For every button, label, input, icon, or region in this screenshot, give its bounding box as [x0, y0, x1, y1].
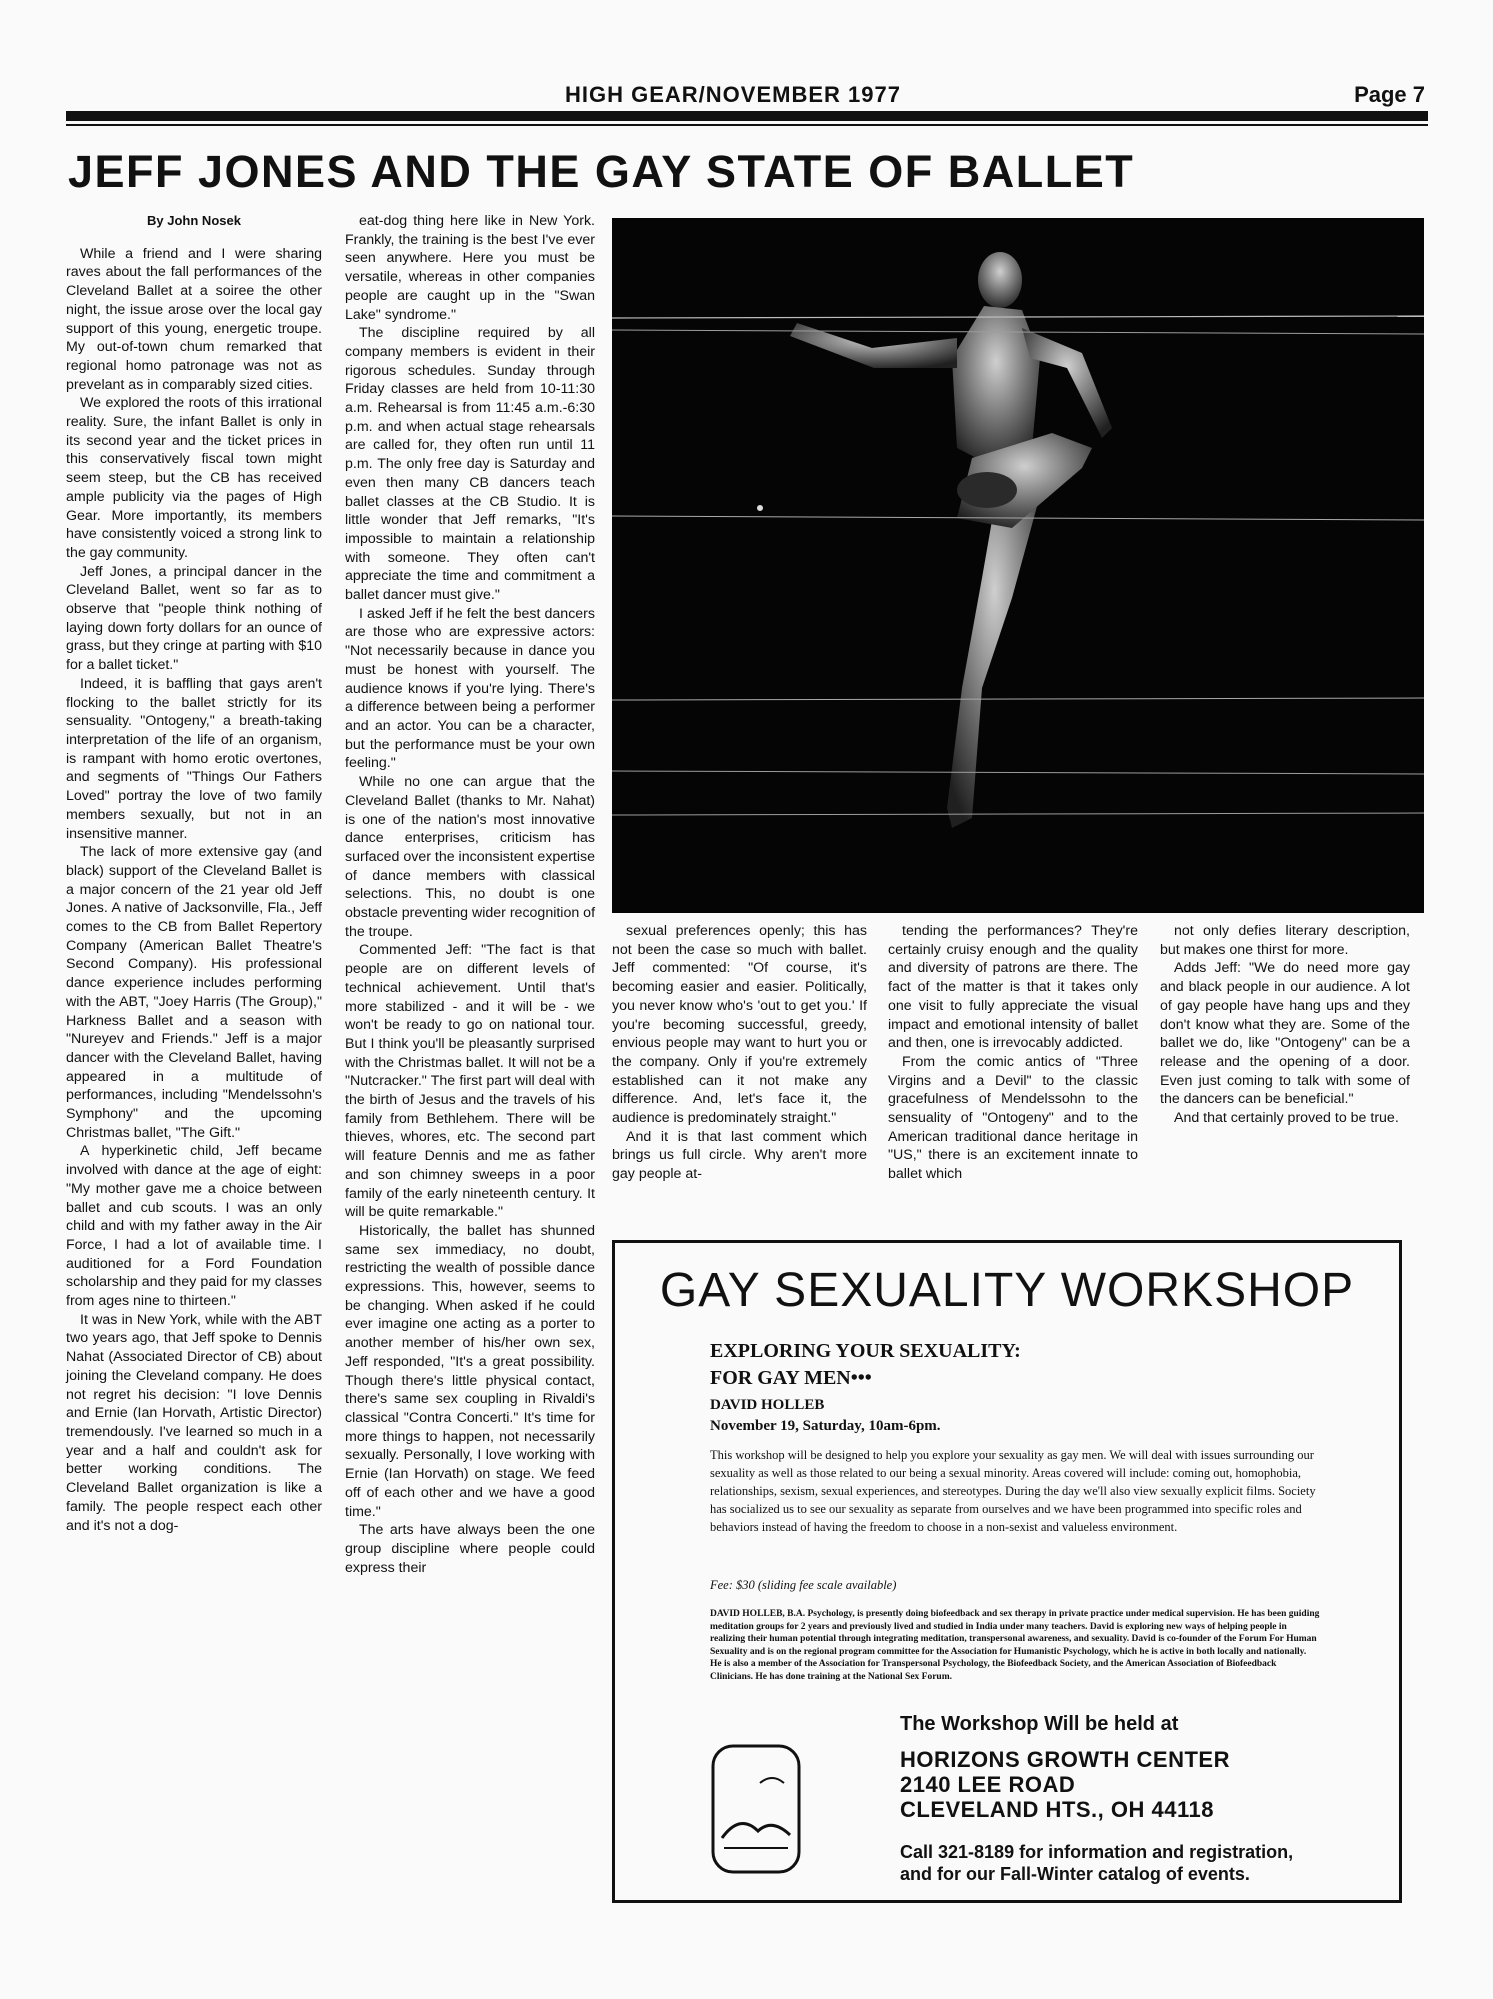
ad-contact-line-1: Call 321-8189 for information and registration,	[900, 1842, 1294, 1862]
dancer-figure-image	[612, 218, 1424, 913]
ad-contact	[900, 1841, 1293, 1885]
ad-venue-address	[900, 1747, 1230, 1822]
article-paragraph: We explored the roots of this irrational reality. Sure, the infant Ballet is only in its second year and the ticket prices in this conservatively fiscal town might seem steep, but the CB has received ample publicity via the pages of High Gear. More importantly, its members have consistently voiced a strong link to the gay community.	[66, 395, 322, 561]
ad-fee: Fee: $30 (sliding fee scale available)	[710, 1578, 897, 1592]
ad-venue-street: 2140 LEE ROAD	[900, 1772, 1076, 1797]
article-paragraph: While no one can argue that the Cleveland Ballet (thanks to Mr. Nahat) is one of the nation's most innovative dance enterprises, criticism has surfaced over the inconsistent expertise of dance members with classical selections. This, no doubt is one obstacle preventing wider recognition of the troupe.	[345, 774, 596, 940]
article-paragraph: eat-dog thing here like in New York. Frankly, the training is the best I've ever seen anywhere. Here you must be versatile, whereas in other companies people are caught up in the "Swan Lake" syndrome."	[345, 213, 595, 323]
article-column-4	[888, 922, 1138, 1184]
ad-date: November 19, Saturday, 10am-6pm.	[710, 1418, 941, 1434]
page-number: Page 7	[1354, 82, 1425, 107]
ad-subtitle	[710, 1338, 1021, 1392]
ad-venue-name: HORIZONS GROWTH CENTER	[900, 1747, 1230, 1772]
article-paragraph: Adds Jeff: "We do need more gay and black people in our audience. A lot of gay people have hang ups and they don't know what they are. Some of the ballet we do, like "Ontogeny" can be a release and the opening of a door. Even just coming to talk with some of the dancers can be beneficial."	[1160, 960, 1410, 1108]
workshop-advertisement	[612, 1240, 1402, 1903]
article-paragraph: not only defies literary description, but makes one thirst for more.	[1160, 923, 1410, 958]
article-paragraph: sexual preferences openly; this has not been the case so much with ballet. Jeff commented: "Of course, it's becoming easier and easier. Politically, you never know who's 'out to get you.' If you're becoming successful, greedy, envious people may want to hurt you or the company. Only if you're extremely established can it not make any difference. And, let's face it, the audience is predominately straight."	[612, 923, 867, 1127]
article-paragraph: tending the performances? They're certainly cruisy enough and the quality and diversity of patrons are there. The fact of the matter is that it takes only one visit to fully appreciate the visual impact and emotional intensity of ballet and then, one is irrevocably addicted.	[888, 923, 1138, 1052]
horizons-logo-icon	[710, 1743, 802, 1875]
article-paragraph: The discipline required by all company members is evident in their rigorous schedules. Sunday through Friday classes are held from 10-11:30 a.m. Rehearsal is from 11:45 a.m.-6:30 p.m. and when actual stage rehearsals are called for, they often run until 11 p.m. The only free day is Saturday and even then many CB dancers teach ballet classes at the CB Studio. It is little wonder that Jeff remarks, "It's impossible to maintain a relationship with someone. They often can't appreciate the time and commitment a ballet dancer must give."	[345, 325, 595, 604]
article-column-2	[345, 212, 595, 1577]
ad-leader	[710, 1395, 941, 1437]
article-paragraph: Jeff Jones, a principal dancer in the Cleveland Ballet, went so far as to observe that "people think nothing of laying down forty dollars for an ounce of grass, but they cringe at parting with $10 for a ballet ticket."	[66, 563, 322, 674]
ad-description: This workshop will be designed to help you explore your sexuality as gay men. We will deal with issues surrounding our sexuality as well as those related to our being a sexual minority. Areas covered will include: coming out, homophobia, relationships, sexism, sexual experiences, and stereotypes. During the day we'll also view sexually explicit films. Society has socialized us to see our sexuality as separate from ourselves and we have been programmed into specific roles and behaviors instead of having the freedom to choose in a non-sexist and valueless environment.	[710, 1448, 1316, 1534]
ad-leader-name: DAVID HOLLEB	[710, 1397, 825, 1413]
article-paragraph: Commented Jeff: "The fact is that people are on different levels of technical achievement. Until that's more stabilized - and it will be - we won't be ready to go on national tour. But I think you'll be pleasantly surprised with the Christmas ballet. It will not be a "Nutcracker." The first part will deal with the birth of Jesus and the travels of his family from Bethlehem. There will be thieves, whores, etc. The second part will feature Dennis and me as father and son chimney sweeps in a poor family of the early nineteenth century. It will be quite remarkable."	[345, 942, 595, 1221]
publication-header: HIGH GEAR/NOVEMBER 1977	[565, 82, 901, 107]
ad-contact-line-2: and for our Fall-Winter catalog of events.	[900, 1864, 1250, 1884]
article-paragraph: Indeed, it is baffling that gays aren't flocking to the ballet strictly for its sensuality. "Ontogeny," a breath-taking interpretation of the life of an organism, is rampant with homo erotic overtones, and segments of "Things Our Fathers Loved" portray the love of two family members sexually, but not in an insensitive manner.	[66, 675, 322, 842]
article-column-1	[66, 212, 322, 1535]
ad-subtitle-line-1: EXPLORING YOUR SEXUALITY:	[710, 1340, 1021, 1362]
article-paragraph: The arts have always been the one group discipline where people could express their	[345, 1522, 595, 1576]
article-paragraph: It was in New York, while with the ABT two years ago, that Jeff spoke to Dennis Nahat (Associated Director of CB) about joining the Cleveland company. He does not regret his decision: "I love Dennis and Ernie (Ian Horvath, Artistic Director) tremendously. I've learned so much in a year and a half and couldn't ask for better working conditions. The Cleveland Ballet organization is like a family. The people respect each other and it's not a dog-	[66, 1311, 322, 1534]
ad-title: GAY SEXUALITY WORKSHOP	[659, 1264, 1355, 1317]
article-paragraph: And that certainly proved to be true.	[1174, 1110, 1399, 1127]
article-paragraph: While a friend and I were sharing raves about the fall performances of the Cleveland Ballet at a soiree the other night, the issue arose over the local gay support of this young, energetic troupe. My out-of-town chum remarked that regional homo patronage was not as prevelant as in comparably sized cities.	[66, 245, 322, 393]
article-paragraph: A hyperkinetic child, Jeff became involved with dance at the age of eight: "My mother gave me a choice between ballet and cub scouts. I was an only child and with my father away in the Air Force, I had a lot of available time. I auditioned for a Ford Foundation scholarship and they paid for my classes from ages nine to thirteen."	[66, 1143, 322, 1310]
article-column-3	[612, 922, 867, 1184]
byline: By John Nosek	[147, 213, 241, 228]
article-paragraph: And it is that last comment which brings us full circle. Why aren't more gay people at-	[612, 1128, 867, 1183]
article-paragraph: Historically, the ballet has shunned same sex immediacy, no doubt, restricting the wealth of possible dance expressions. This, however, seems to be changing. When asked if he could ever imagine one acting as a porter to another member of his/her own sex, Jeff responded, "It's a great possibility. Though there's little physical contact, there's same sex coupling in Rivaldi's classical "Contra Concerti." It's time for more things to happen, not necessarily sexually. Personally, I love working with Ernie (Ian Horvath) on stage. We feed off of each other and we have a good time."	[345, 1222, 595, 1520]
article-paragraph: The lack of more extensive gay (and black) support of the Cleveland Ballet is a major concern of the 21 year old Jeff Jones. A native of Jacksonville, Fla., Jeff comes to the CB from Ballet Repertory Company (American Ballet Theatre's Second Company). His professional dance experience includes performing with the ABT, "Joey Harris (The Group)," Harkness Ballet and a season with "Nureyev and Friends." Jeff is a major dancer with the Cleveland Ballet, having appeared in a multitude of performances, including "Mendelssohn's Symphony" and the upcoming Christmas ballet, "The Gift."	[66, 844, 322, 1141]
ad-leader-bio: DAVID HOLLEB, B.A. Psychology, is presently doing biofeedback and sex therapy in private practice under medical supervision. He has been guiding meditation groups for 2 years and previously lived and studied in India under many teachers. David is exploring new ways of helping people in realizing their human potential through integrating meditation, transpersonal awareness, and sexuality. David is co-founder of the Forum For Human Sexuality and is on the regional program committee for the Association for Humanistic Psychology, which he is active in both locally and nationally. He is also a member of the Association for Transpersonal Psychology, the Biofeedback Society, and the American Association of Biofeedback Clinicians. He has done training at the National Sex Forum.	[710, 1609, 1320, 1682]
dancer-photo	[612, 218, 1424, 913]
article-paragraph: From the comic antics of "Three Virgins and a Devil" to the classic gracefulness of Mendelssohn to the sensuality of "Ontogeny" and to the American traditional dance heritage in "US," there is an excitement innate to ballet which	[888, 1053, 1138, 1183]
ad-venue-intro: The Workshop Will be held at	[900, 1713, 1179, 1735]
ad-subtitle-line-2: FOR GAY MEN•••	[710, 1367, 872, 1389]
article-paragraph: I asked Jeff if he felt the best dancers are those who are expressive actors: "Not necessarily because in dance you must be honest with yourself. The audience knows if you're lying. There's a difference between being a performer and an actor. You can be a character, but the performance must be your own feeling."	[345, 605, 595, 772]
header-rule-thin	[66, 124, 1428, 126]
ad-venue-city: CLEVELAND HTS., OH 44118	[900, 1797, 1214, 1822]
article-headline: JEFF JONES AND THE GAY STATE OF BALLET	[68, 146, 1135, 197]
header-rule	[66, 111, 1428, 121]
article-column-5	[1160, 922, 1410, 1128]
